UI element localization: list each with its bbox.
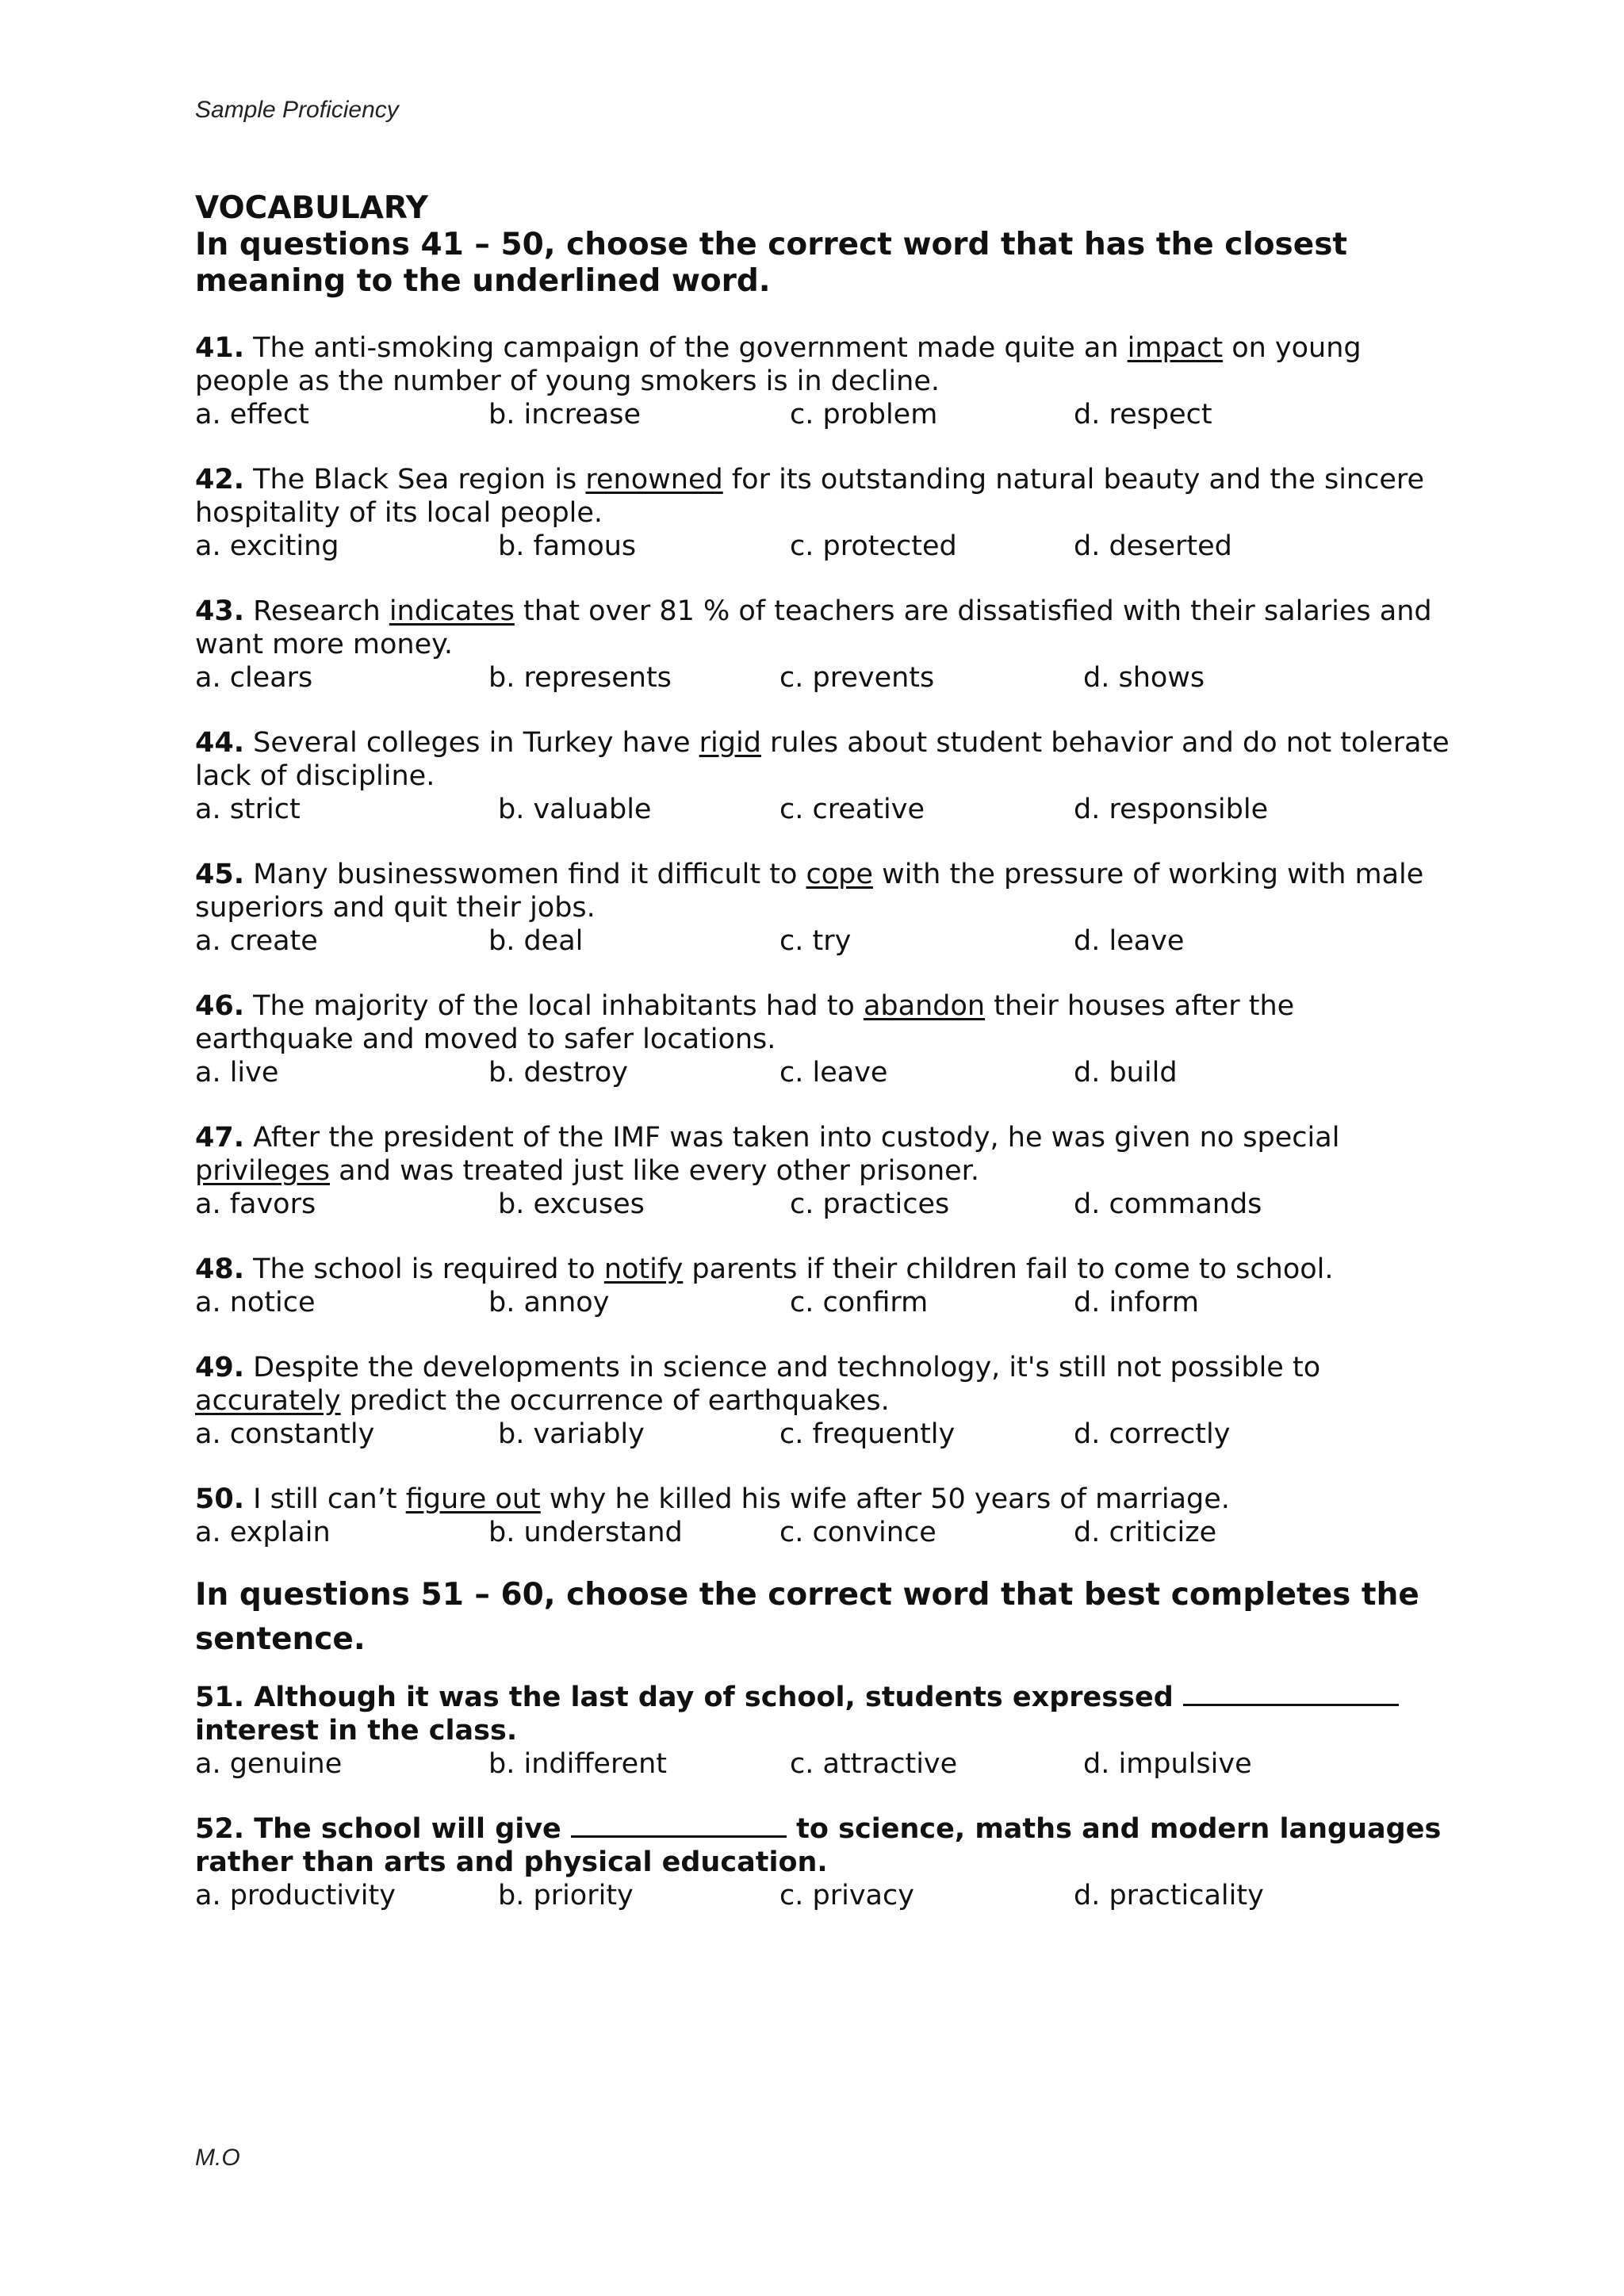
option-a[interactable]: a. effect [195, 399, 309, 430]
underlined-word: figure out [405, 1483, 541, 1515]
question-number: 49. [195, 1352, 245, 1383]
option-c[interactable]: c. attractive [790, 1748, 958, 1780]
question-text [195, 1253, 1456, 1286]
option-b[interactable]: b. indifferent [488, 1748, 668, 1780]
option-d[interactable]: d. impulsive [1083, 1748, 1252, 1780]
option-c[interactable]: c. practices [790, 1188, 950, 1220]
option-b[interactable]: b. represents [488, 662, 672, 694]
option-c[interactable]: c. confirm [790, 1287, 929, 1318]
option-a[interactable]: a. productivity [195, 1880, 396, 1911]
question-48 [195, 1253, 1456, 1319]
question-text-after: that over 81 % of teachers are dissatisfied with their salaries and want more money. [195, 595, 1432, 660]
question-text [195, 595, 1456, 661]
option-d[interactable]: d. practicality [1074, 1880, 1264, 1911]
option-a[interactable]: a. clears [195, 662, 313, 694]
question-text-after: interest in the class. [195, 1715, 518, 1747]
question-number: 46. [195, 990, 245, 1022]
question-49 [195, 1351, 1456, 1451]
question-text [195, 463, 1456, 530]
option-b[interactable]: b. valuable [498, 794, 652, 825]
question-text-before: The school is required to [244, 1253, 604, 1285]
option-a[interactable]: a. create [195, 925, 318, 957]
option-c[interactable]: c. frequently [779, 1418, 956, 1450]
question-text-before: Many businesswomen find it difficult to [244, 859, 806, 890]
question-46 [195, 989, 1456, 1089]
question-text-before: The majority of the local inhabitants had to [244, 990, 864, 1022]
question-51 [195, 1681, 1456, 1781]
option-a[interactable]: a. genuine [195, 1748, 343, 1780]
option-d[interactable]: d. criticize [1074, 1517, 1217, 1548]
answer-blank [571, 1815, 787, 1838]
question-text-before: The anti-smoking campaign of the government made quite an [244, 332, 1128, 364]
answer-blank [1183, 1683, 1399, 1706]
underlined-word: notify [603, 1253, 684, 1285]
option-c[interactable]: c. try [779, 925, 852, 957]
question-text [195, 1121, 1456, 1188]
underlined-word: abandon [863, 990, 986, 1022]
option-d[interactable]: d. respect [1074, 399, 1212, 430]
question-text [195, 989, 1456, 1056]
question-47 [195, 1121, 1456, 1221]
underlined-word: cope [806, 859, 873, 890]
option-a[interactable]: a. favors [195, 1188, 316, 1220]
question-text-after: and was treated just like every other prisoner. [330, 1155, 979, 1187]
answer-options [195, 1879, 1456, 1912]
question-number: 42. [195, 464, 245, 496]
option-b[interactable]: b. excuses [498, 1188, 645, 1220]
instruction-51-60: In questions 51 – 60, choose the correct word that best completes the sentence. [195, 1577, 1419, 1657]
question-text [195, 1351, 1456, 1418]
question-text [195, 1812, 1456, 1879]
option-d[interactable]: d. responsible [1074, 794, 1269, 825]
option-b[interactable]: b. increase [488, 399, 641, 430]
question-42 [195, 463, 1456, 563]
question-text-after: parents if their children fail to come to school. [683, 1253, 1334, 1285]
option-c[interactable]: c. problem [790, 399, 938, 430]
option-c[interactable]: c. convince [779, 1517, 936, 1548]
vocabulary-section [195, 190, 1456, 1912]
option-d[interactable]: d. deserted [1074, 530, 1232, 562]
question-text-after: their houses after the earthquake and moved to safer locations. [195, 990, 1295, 1055]
question-text-before: Although it was the last day of school, students expressed [244, 1682, 1183, 1713]
question-text-after: to science, maths and modern languages rather than arts and physical education. [195, 1813, 1442, 1878]
answer-options [195, 1056, 1456, 1089]
instruction-41-50: In questions 41 – 50, choose the correct word that has the closest meaning to the underlined word. [195, 227, 1348, 299]
underlined-word: impact [1127, 332, 1224, 364]
question-text [195, 331, 1456, 398]
question-text-after: predict the occurrence of earthquakes. [340, 1385, 890, 1417]
question-50 [195, 1483, 1456, 1549]
question-text-before: After the president of the IMF was taken into custody, he was given no special [244, 1122, 1340, 1154]
question-number: 41. [195, 332, 245, 364]
underlined-word: privileges [195, 1155, 331, 1187]
running-header: Sample Proficiency [195, 97, 399, 123]
option-c[interactable]: c. privacy [779, 1880, 914, 1911]
option-c[interactable]: c. prevents [779, 662, 935, 694]
option-b[interactable]: b. destroy [488, 1057, 628, 1089]
option-a[interactable]: a. constantly [195, 1418, 375, 1450]
underlined-word: renowned [585, 464, 723, 496]
question-text-after: on young people as the number of young smokers is in decline. [195, 332, 1362, 397]
question-text-after: for its outstanding natural beauty and the sincere hospitality of its local people. [195, 464, 1425, 529]
question-text [195, 1483, 1456, 1516]
option-b[interactable]: b. priority [498, 1880, 634, 1911]
underlined-word: rigid [699, 727, 761, 759]
question-number: 47. [195, 1122, 245, 1154]
answer-options [195, 1418, 1456, 1451]
option-a[interactable]: a. live [195, 1057, 279, 1089]
question-number: 52. [195, 1813, 245, 1845]
option-a[interactable]: a. explain [195, 1517, 331, 1548]
option-d[interactable]: d. shows [1083, 662, 1205, 694]
option-b[interactable]: b. famous [498, 530, 637, 562]
answer-options [195, 530, 1456, 563]
answer-options [195, 924, 1456, 958]
question-text-after: with the pressure of working with male superiors and quit their jobs. [195, 859, 1424, 924]
question-text-before: Despite the developments in science and technology, it's still not possible to [244, 1352, 1321, 1383]
question-43 [195, 595, 1456, 695]
question-number: 45. [195, 859, 245, 890]
section-title: VOCABULARY [195, 190, 429, 226]
question-text-after: why he killed his wife after 50 years of marriage. [540, 1483, 1230, 1515]
question-41 [195, 331, 1456, 431]
question-text-before: The Black Sea region is [244, 464, 586, 496]
question-number: 43. [195, 595, 245, 627]
option-b[interactable]: b. variably [498, 1418, 645, 1450]
answer-options [195, 1747, 1456, 1781]
question-text-before: The school will give [244, 1813, 571, 1845]
question-text [195, 1681, 1456, 1747]
option-d[interactable]: d. correctly [1074, 1418, 1231, 1450]
option-b[interactable]: b. understand [488, 1517, 683, 1548]
question-52 [195, 1812, 1456, 1912]
underlined-word: accurately [195, 1385, 341, 1417]
answer-options [195, 661, 1456, 695]
question-text [195, 726, 1456, 793]
option-b[interactable]: b. deal [488, 925, 584, 957]
question-text-before: Research [244, 595, 389, 627]
question-number: 48. [195, 1253, 245, 1285]
option-c[interactable]: c. leave [779, 1057, 888, 1089]
question-44 [195, 726, 1456, 826]
option-b[interactable]: b. annoy [488, 1287, 610, 1318]
answer-options [195, 1188, 1456, 1221]
option-c[interactable]: c. creative [779, 794, 925, 825]
answer-options [195, 1286, 1456, 1319]
answer-options [195, 398, 1456, 431]
question-45 [195, 858, 1456, 958]
question-text-after: rules about student behavior and do not tolerate lack of discipline. [195, 727, 1450, 792]
option-d[interactable]: d. commands [1074, 1188, 1262, 1220]
option-d[interactable]: d. leave [1074, 925, 1185, 957]
question-text-before: I still can’t [244, 1483, 406, 1515]
question-number: 44. [195, 727, 245, 759]
option-d[interactable]: d. inform [1074, 1287, 1199, 1318]
question-text-before: Several colleges in Turkey have [244, 727, 699, 759]
option-a[interactable]: a. strict [195, 794, 301, 825]
option-a[interactable]: a. exciting [195, 530, 339, 562]
underlined-word: indicates [389, 595, 515, 627]
question-text [195, 858, 1456, 924]
question-number: 50. [195, 1483, 245, 1515]
option-d[interactable]: d. build [1074, 1057, 1178, 1089]
footer-initials: M.O [195, 2145, 240, 2171]
option-c[interactable]: c. protected [790, 530, 957, 562]
answer-options [195, 1516, 1456, 1549]
question-number: 51. [195, 1682, 245, 1713]
option-a[interactable]: a. notice [195, 1287, 316, 1318]
answer-options [195, 793, 1456, 826]
